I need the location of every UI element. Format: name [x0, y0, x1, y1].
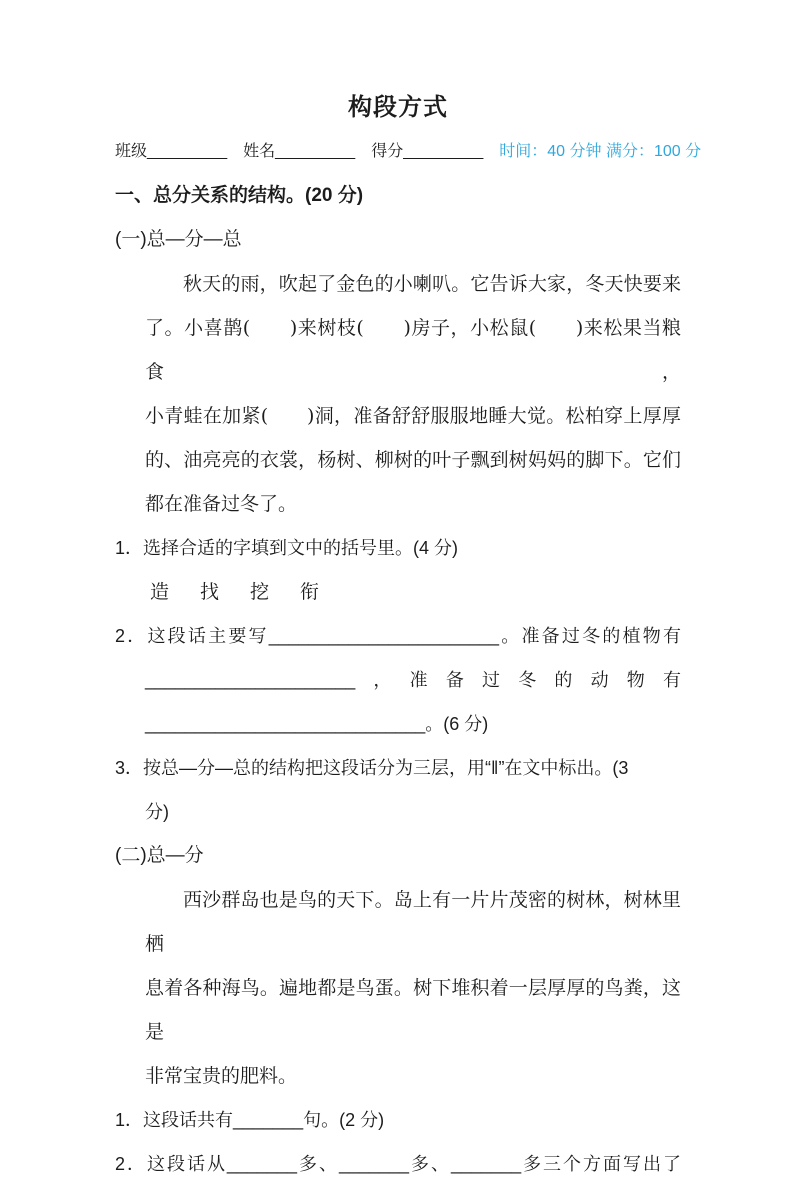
part-2-heading: (二)总—分 — [115, 845, 204, 866]
word-bank: 造 找 挖 衔 — [150, 581, 326, 603]
part1-question-2-line3: ____________________________。(6 分) — [145, 714, 489, 734]
passage-autumn-rain — [145, 262, 681, 526]
exam-time-score-info: 时间：40 分钟 满分：100 分 — [499, 143, 702, 160]
section-1-heading: 一、总分关系的结构。(20 分) — [115, 185, 364, 206]
passage-line: 秋天的雨，吹起了金色的小喇叭。它告诉大家，冬天快要来 — [183, 273, 681, 295]
part1-question-1: 1．选择合适的字填到文中的括号里。(4 分) — [115, 538, 459, 558]
passage-line: 的、油亮亮的衣裳，杨树、柳树的叶子飘到树妈妈的脚下。它们 — [145, 449, 681, 471]
passage-xisha-islands — [145, 878, 681, 1098]
page-title: 构段方式 — [348, 94, 448, 121]
passage-line: 都在准备过冬了。 — [145, 493, 298, 515]
part2-question-1: 1．这段话共有_______句。(2 分) — [115, 1110, 385, 1130]
part-1-heading: (一)总—分—总 — [115, 229, 242, 250]
passage-line: 息着各种海鸟。遍地都是鸟蛋。树下堆积着一层厚厚的鸟粪，这是 — [145, 977, 681, 1043]
part2-question-2: 2．这段话从_______多、_______多、_______多三个方面写出了 — [115, 1154, 681, 1174]
part1-question-3-line2: 分) — [145, 802, 169, 822]
score-field: 得分_________ — [371, 143, 484, 160]
part1-question-2-line2: _____________________，准备过冬的动物有 — [145, 670, 681, 690]
passage-line: 小青蛙在加紧( )洞，准备舒舒服服地睡大觉。松柏穿上厚厚 — [145, 405, 681, 427]
passage-line: 了。小喜鹊( )来树枝( )房子，小松鼠( )来松果当粮食， — [145, 317, 681, 383]
passage-line: 非常宝贵的肥料。 — [145, 1065, 298, 1087]
name-field: 姓名_________ — [243, 143, 356, 160]
student-info-row — [115, 130, 702, 174]
part1-question-3-line1: 3．按总—分—总的结构把这段话分为三层，用“‖”在文中标出。(3 — [115, 758, 629, 778]
class-field: 班级_________ — [115, 143, 228, 160]
part1-question-2-line1: 2．这段话主要写_______________________。准备过冬的植物有 — [115, 626, 681, 646]
passage-line: 西沙群岛也是鸟的天下。岛上有一片片茂密的树林，树林里栖 — [145, 889, 681, 955]
